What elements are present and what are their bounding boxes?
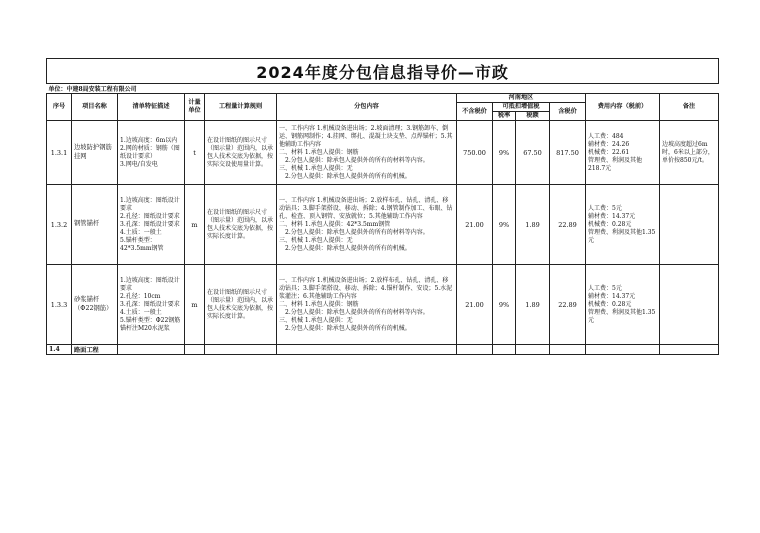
row-tax-amount: 1.89 — [516, 185, 550, 265]
section-seq: 1.4 — [47, 345, 72, 355]
row-cost-content: 人工费：5元 辅材费：14.37元 机械费：0.28元 管理费、利润及其他1.35元 — [588, 204, 656, 244]
row-excl-tax: 21.00 — [457, 185, 493, 265]
row-tax-rate: 9% — [493, 265, 516, 345]
header-item-name: 项目名称 — [72, 94, 118, 121]
row-content: 一、工作内容 1.机械设备进出场；2.放样布孔、钻孔、清孔、移动钻具；3.脚手架搭设、移动、拆除；4.钢管制作加工、布眼、钻孔、检查、顶入钢管、安放就位；5.其他辅助工作内容 二、材料 1.承包人提供：42*3.5mm钢管 2.分包人提供：除承包人提供外的所有的材料等内容。 三、机械 1.承包人提供：无 2.分包人提供：除承包人提供外的所有的机械。 — [279, 196, 453, 252]
row-unit: m — [185, 185, 205, 265]
row-features: 1.边坡高度：图纸设计要求 2.孔径：10cm 3.孔深：图纸设计要求 4.土质：一般土 5.锚杆类型：Φ22钢筋锚杆注M20水泥浆 — [120, 276, 181, 332]
row-excl-tax: 750.00 — [457, 121, 493, 185]
row-name: 钢管锚杆 — [72, 185, 118, 265]
row-calc-rule: 在设计图纸的图示尺寸（图示量）范围内，以承包人技术交底为依据，按实际长度计算。 — [205, 265, 277, 345]
page-title: 2024年度分包信息指导价—市政 — [47, 59, 719, 84]
row-features: 1.边坡高度：图纸设计要求 2.孔径：图纸设计要求 3.孔深：图纸设计要求 4.土质：一般土 5.锚杆类型：42*3.5mm钢管 — [120, 196, 180, 252]
row-tax-rate: 9% — [493, 121, 516, 185]
row-content: 一、工作内容 1.机械设备进出场；2.坡面清理；3.钢筋卸车、倒运、钢筋网制作；4.挂网、绑扎、混凝土块支垫、点焊锚杆；5.其他辅助工作内容 二、材料 1.承包人提供：钢筋 2.分包人提供：除承包人提供外的所有的材料等内容。 三、机械 1.承包人提供：无 2.分包人提供：除承包人提供外的所有的机械。 — [279, 124, 453, 180]
row-remarks: 边坡高度超过6m时，6米以上部分，单价按850元/t。 — [660, 121, 719, 185]
row-incl-tax: 22.89 — [550, 185, 586, 265]
header-vat: 可抵扣增值税 — [493, 103, 550, 112]
table-row — [47, 185, 719, 265]
row-tax-rate: 9% — [493, 185, 516, 265]
row-calc-rule: 在设计图纸的图示尺寸（图示量）范围内，以承包人技术交底为依据，按实际长度计算。 — [205, 185, 277, 265]
header-excl-tax: 不含税价 — [457, 103, 493, 121]
header-tax-amount: 税额 — [516, 112, 550, 121]
price-sheet — [46, 58, 718, 355]
header-remarks: 备注 — [660, 94, 719, 121]
header-region: 河南地区 — [457, 94, 586, 103]
row-excl-tax: 21.00 — [457, 265, 493, 345]
row-name: 边坡防护钢筋挂网 — [72, 121, 118, 185]
row-cost-content: 人工费：5元 辅材费：14.37元 机械费：0.28元 管理费、利润及其他1.35元 — [588, 284, 656, 324]
row-features: 1.边坡高度：6m以内 2.网的材质：钢筋（图纸设计要求） 3.网电/自发电 — [120, 136, 180, 168]
row-calc-rule: 在设计图纸的图示尺寸（图示量）范围内，以承包人技术交底为依据，按实际交设使用量计算。 — [205, 121, 277, 185]
header-features: 清单特征描述 — [118, 94, 185, 121]
row-incl-tax: 817.50 — [550, 121, 586, 185]
header-calc-rule: 工程量计算规则 — [205, 94, 277, 121]
row-seq: 1.3.1 — [47, 121, 72, 185]
header-incl-tax: 含税价 — [550, 103, 586, 121]
header-seq: 序号 — [47, 94, 72, 121]
row-unit: t — [185, 121, 205, 185]
header-cost-content: 费用内容（税前） — [586, 94, 660, 121]
row-content: 一、工作内容 1.机械设备进出场；2.放样布孔、钻孔、清孔、移动钻具；3.脚手架搭设、移动、拆除；4.锚杆制作、安设；5.水泥浆灌注；6.其他辅助工作内容 二、材料 1.承包人提供：钢筋 2.分包人提供：除承包人提供外的所有的材料等内容。 三、机械 1.承包人提供：无 2.分包人提供：除承包人提供外的所有的机械。 — [279, 276, 453, 332]
row-incl-tax: 22.89 — [550, 265, 586, 345]
row-seq: 1.3.2 — [47, 185, 72, 265]
row-seq: 1.3.3 — [47, 265, 72, 345]
row-cost-content: 人工费：484 辅材费：24.26 机械费：22.61 管理费、利润及其他218.7元 — [588, 132, 643, 172]
section-row — [47, 345, 719, 355]
row-remarks — [660, 185, 719, 265]
section-name: 路面工程 — [72, 345, 118, 355]
header-tax-rate: 税率 — [493, 112, 516, 121]
table-row — [47, 121, 719, 185]
row-unit: m — [185, 265, 205, 345]
row-tax-amount: 1.89 — [516, 265, 550, 345]
price-table — [46, 58, 719, 355]
row-tax-amount: 67.50 — [516, 121, 550, 185]
row-remarks — [660, 265, 719, 345]
header-unit: 计量单位 — [185, 94, 205, 121]
unit-label: 单位：中建8局安装工程有限公司 — [47, 84, 719, 94]
table-row — [47, 265, 719, 345]
header-content: 分包内容 — [277, 94, 457, 121]
row-name: 砂浆锚杆（Φ22钢筋） — [72, 265, 118, 345]
